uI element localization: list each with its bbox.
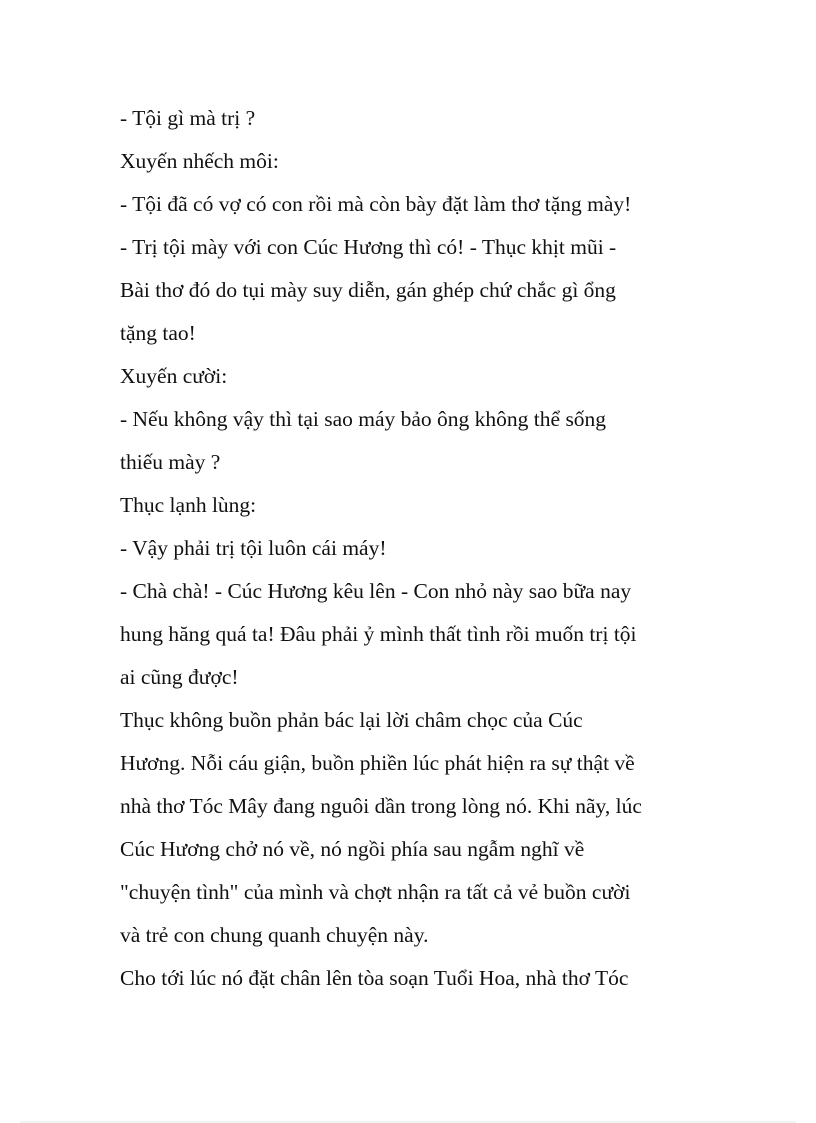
text-line: - Nếu không vậy thì tại sao máy bảo ông không thể sống [120,407,607,431]
text-line: nhà thơ Tóc Mây đang nguôi dần trong lòng nó. Khi nãy, lúc [120,794,642,818]
text-line: Cúc Hương chở nó về, nó ngồi phía sau ngẫm nghĩ về [120,837,585,861]
text-line: - Chà chà! - Cúc Hương kêu lên - Con nhỏ này sao bữa nay [120,579,632,603]
text-line: Cho tới lúc nó đặt chân lên tòa soạn Tuổi Hoa, nhà thơ Tóc [120,966,629,990]
text-line: - Tội gì mà trị ? [120,106,256,130]
text-line: hung hăng quá ta! Đâu phải ỷ mình thất tình rồi muốn trị tội [120,622,637,646]
text-line: Xuyến nhếch môi: [120,149,279,173]
text-line: - Vậy phải trị tội luôn cái máy! [120,536,387,560]
text-line: Thục lạnh lùng: [120,493,257,517]
text-line: Hương. Nỗi cáu giận, buồn phiền lúc phát hiện ra sự thật về [120,751,635,775]
text-line: Bài thơ đó do tụi mày suy diễn, gán ghép chứ chắc gì ổng [120,278,616,302]
text-line: và trẻ con chung quanh chuyện này. [120,923,429,947]
text-line: Xuyến cười: [120,364,228,388]
text-line: tặng tao! [120,321,196,345]
text-line: thiếu mày ? [120,450,221,474]
text-line: Thục không buồn phản bác lại lời châm chọc của Cúc [120,708,583,732]
document-body [120,97,700,1000]
text-line: "chuyện tình" của mình và chợt nhận ra tất cả vẻ buồn cười [120,880,631,904]
text-line: - Tội đã có vợ có con rồi mà còn bày đặt làm thơ tặng mày! [120,192,632,216]
text-line: - Trị tội mày với con Cúc Hương thì có! - Thục khịt mũi - [120,235,617,259]
text-line: ai cũng được! [120,665,239,689]
